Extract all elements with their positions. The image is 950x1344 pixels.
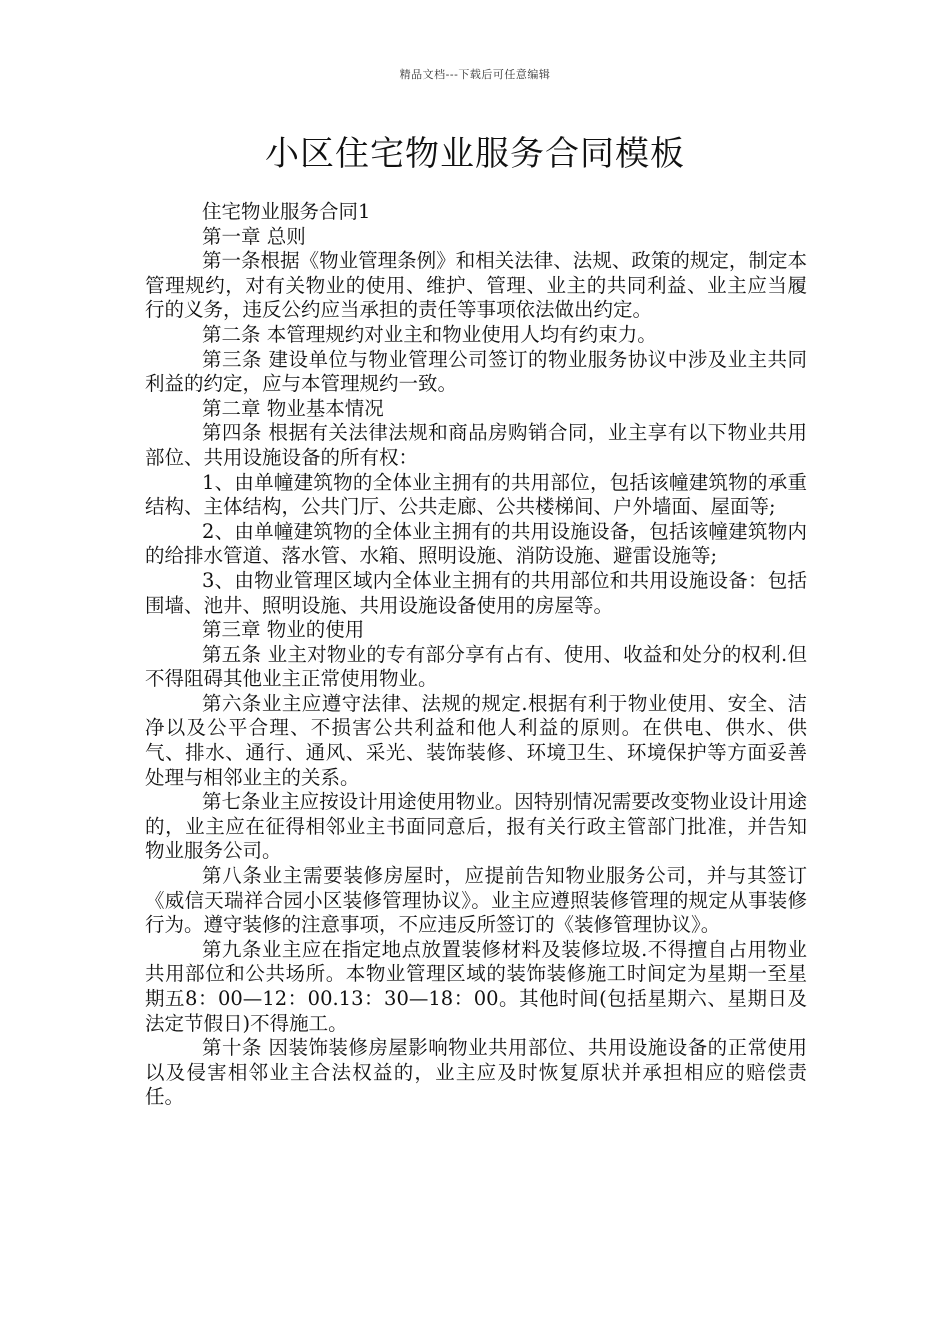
list-item-paragraph: 2、由单幢建筑物的全体业主拥有的共用设施设备，包括该幢建筑物内的给排水管道、落水管、水箱、照明设施、消防设施、避雷设施等; — [145, 519, 807, 568]
contract-subtitle: 住宅物业服务合同1 — [202, 200, 371, 223]
article-paragraph: 第三条 建设单位与物业管理公司签订的物业服务协议中涉及业主共同利益的约定，应与本管理规约一致。 — [145, 347, 807, 396]
article-paragraph: 第五条 业主对物业的专有部分享有占有、使用、收益和处分的权利.但不得阻碍其他业主正常使用物业。 — [145, 642, 807, 691]
header-note: 精品文档---下载后可任意编辑 — [399, 68, 551, 81]
article-paragraph: 第七条业主应按设计用途使用物业。因特别情况需要改变物业设计用途的，业主应在征得相邻业主书面同意后，报有关行政主管部门批准，并告知物业服务公司。 — [145, 790, 807, 863]
article-paragraph: 第九条业主应在指定地点放置装修材料及装修垃圾.不得擅自占用物业共用部位和公共场所。本物业管理区域的装饰装修施工时间定为星期一至星期五8：00—12：00.13：30—18：00。其他时间(包括星期六、星期日及法定节假日)不得施工。 — [145, 937, 807, 1035]
article-paragraph: 第八条业主需要装修房屋时，应提前告知物业服务公司，并与其签订《威信天瑞祥合园小区装修管理协议》。业主应遵照装修管理的规定从事装修行为。遵守装修的注意事项，不应违反所签订的《装修管理协议》。 — [145, 864, 807, 937]
chapter-heading: 第二章 物业基本情况 — [202, 396, 384, 420]
article-paragraph: 第六条业主应遵守法律、法规的规定.根据有利于物业使用、安全、洁净以及公平合理、不损害公共利益和他人利益的原则。在供电、供水、供气、排水、通行、通风、采光、装饰装修、环境卫生、环境保护等方面妥善处理与相邻业主的关系。 — [145, 691, 807, 789]
document-title: 小区住宅物业服务合同模板 — [265, 134, 685, 174]
article-paragraph: 第一条根据《物业管理条例》和相关法律、法规、政策的规定，制定本管理规约，对有关物业的使用、维护、管理、业主的共同利益、业主应当履行的义务，违反公约应当承担的责任等事项依法做出约定。 — [145, 249, 807, 322]
list-item-paragraph: 1、由单幢建筑物的全体业主拥有的共用部位，包括该幢建筑物的承重结构、主体结构，公共门厅、公共走廊、公共楼梯间、户外墙面、屋面等; — [145, 470, 807, 519]
document-body — [145, 200, 807, 1110]
article-paragraph: 第十条 因装饰装修房屋影响物业共用部位、共用设施设备的正常使用以及侵害相邻业主合法权益的，业主应及时恢复原状并承担相应的赔偿责任。 — [145, 1036, 807, 1109]
list-item-paragraph: 3、由物业管理区域内全体业主拥有的共用部位和共用设施设备：包括围墙、池井、照明设施、共用设施设备使用的房屋等。 — [145, 568, 807, 617]
chapter-heading: 第三章 物业的使用 — [202, 618, 365, 642]
article-paragraph: 第二条 本管理规约对业主和物业使用人均有约束力。 — [202, 322, 657, 346]
chapter-heading: 第一章 总则 — [202, 224, 306, 248]
article-paragraph: 第四条 根据有关法律法规和商品房购销合同，业主享有以下物业共用部位、共用设施设备的所有权： — [145, 421, 807, 469]
